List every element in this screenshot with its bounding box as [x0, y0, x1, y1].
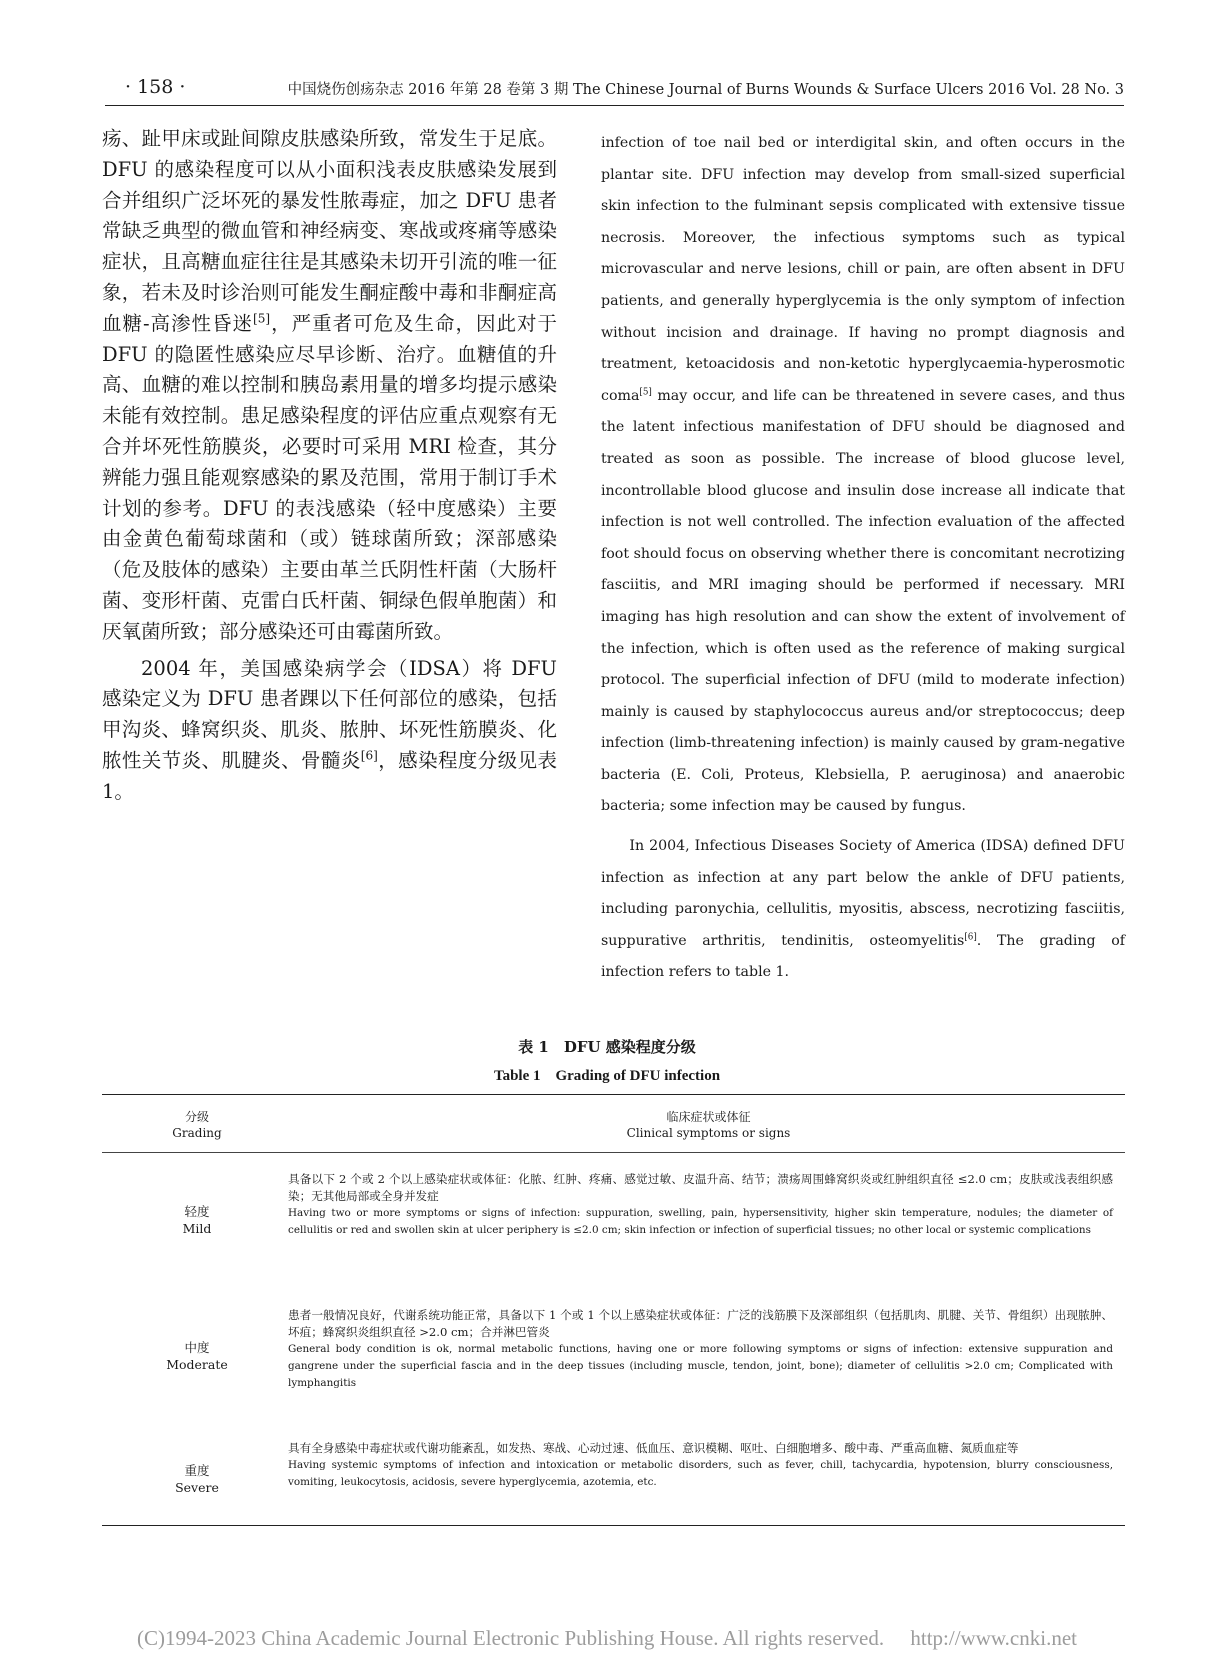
- journal-title: 中国烧伤创疡杂志 2016 年第 28 卷第 3 期 The Chinese Journal of Burns Wounds & Surface Ulcers 2016 Vol. 28 No. 3: [287, 82, 1124, 98]
- running-header: [105, 72, 1124, 106]
- table-row-moderate: [102, 1307, 1125, 1411]
- clinical-cell: 具有全身感染中毒症状或代谢功能紊乱，如发热、寒战、心动过速、低血压、意识模糊、呕吐、白细胞增多、酸中毒、严重高血糖、氮质血症等 Having systemic symptoms of infection and intoxication or metabolic disorders, such as fever, chill, tachycardia, hypotension, blurry consciousness, vomiting, leukocytosis, acidosis, severe hyperglycemia, azotemia, etc.: [288, 1441, 1113, 1488]
- chinese-column: [102, 124, 557, 808]
- citation-6-en: [6]: [964, 932, 977, 943]
- clinical-cell: 具备以下 2 个或 2 个以上感染症状或体征：化脓、红肿、疼痛、感觉过敏、皮温升高、结节；溃疡周围蜂窝织炎或红肿组织直径 ≤2.0 cm；皮肤或浅表组织感染；无其他局部或全身并发症 Having two or more symptoms or signs of infection: suppuration, swelling, pain, hypersensitivity, higher skin temperature, nodules; the diameter of cellulitis or red and swollen skin at ulcer periphery is ≤2.0 cm; skin infection or infection of superficial tissues; no other local or systemic complications: [288, 1172, 1113, 1237]
- table-row-severe: [102, 1440, 1125, 1520]
- citation-6-cn: [6]: [360, 748, 378, 763]
- header-clinical-signs: 临床症状或体征 Clinical symptoms or signs: [626, 1110, 791, 1140]
- clinical-cell: 患者一般情况良好，代谢系统功能正常，具备以下 1 个或 1 个以上感染症状或体征：广泛的浅筋膜下及深部组织（包括肌肉、肌腱、关节、骨组织）出现脓肿、坏疽；蜂窝织炎组织直径 >2.0 cm；合并淋巴管炎 General body condition is ok, normal metabolic functions, having one or more following symptoms or signs of infection: extensive suppuration and gangrene under the superficial fascia and in the deep tissues (including muscle, tendon, joint, bone); diameter of cellulitis >2.0 cm; Complicated with lymphangitis: [288, 1308, 1113, 1389]
- en-paragraph-2: In 2004, Infectious Diseases Society of America (IDSA) defined DFU infection as infection at any part below the ankle of DFU patients, including paronychia, cellulitis, myositis, abscess, necrotizing fasciitis, suppurative arthritis, tendinitis, osteomyelitis[6]. The grading of infection refers to table 1.: [601, 838, 1125, 981]
- en-paragraph-1: infection of toe nail bed or interdigital skin, and often occurs in the plantar site. DFU infection may develop from small-sized superficial skin infection to the fulminant sepsis complicated with extensive tissue necrosis. Moreover, the infectious symptoms such as typical microvascular and nerve lesions, chill or pain, are often absent in DFU patients, and generally hyperglycemia is the only symptom of infection without incision and drainage. If having no prompt diagnosis and treatment, ketoacidosis and non-ketotic hyperglycaemia-hyperosmotic coma[5] may occur, and life can be threatened in severe cases, and thus the latent infectious manifestation of DFU should be diagnosed and treated as soon as possible. The increase of blood glucose level, incontrollable blood glucose and insulin dose increase all indicate that infection is not well controlled. The infection evaluation of the affected foot should focus on observing whether there is concomitant necrotizing fasciitis, and MRI imaging should be performed if necessary. MRI imaging has high resolution and can show the extent of involvement of the infection, which is often used as the reference of making surgical protocol. The superficial infection of DFU (mild to moderate infection) mainly is caused by staphylococcus aureus and/or streptococcus; deep infection (limb-threatening infection) is mainly caused by gram-negative bacteria (E. Coli, Proteus, Klebsiella, P. aeruginosa) and anaerobic bacteria; some infection may be caused by fungus.: [601, 135, 1125, 815]
- table-caption-en: Table 1 Grading of DFU infection: [493, 1068, 721, 1084]
- cn-paragraph-1: 疡、趾甲床或趾间隙皮肤感染所致，常发生于足底。DFU 的感染程度可以从小面积浅表皮肤感染发展到合并组织广泛坏死的暴发性脓毒症，加之 DFU 患者常缺乏典型的微血管和神经病变、寒战或疼痛等感染症状，且高糖血症往往是其感染未切开引流的唯一征象，若未及时诊治则可能发生酮症酸中毒和非酮症高血糖-高渗性昏迷[5]，严重者可危及生命，因此对于 DFU 的隐匿性感染应尽早诊断、治疗。血糖值的升高、血糖的难以控制和胰岛素用量的增多均提示感染未能有效控制。患足感染程度的评估应重点观察有无合并坏死性筋膜炎，必要时可采用 MRI 检查，其分辨能力强且能观察感染的累及范围，常用于制订手术计划的参考。DFU 的表浅感染（轻中度感染）主要由金黄色葡萄球菌和（或）链球菌所致；深部感染（危及肢体的感染）主要由革兰氏阴性杆菌（大肠杆菌、变形杆菌、克雷白氏杆菌、铜绿色假单胞菌）和厌氧菌所致；部分感染还可由霉菌所致。: [102, 127, 557, 643]
- citation-5-en: [5]: [639, 387, 652, 398]
- citation-5-cn: [5]: [253, 311, 271, 326]
- grading-table: [102, 1094, 1125, 1526]
- table-header-row: [102, 1095, 1125, 1153]
- copyright-footer: (C)1994-2023 China Academic Journal Electronic Publishing House. All rights reserved. http://www.cnki.net: [137, 1626, 1077, 1650]
- table-row-mild: [102, 1171, 1125, 1275]
- header-grading: 分级 Grading: [172, 1110, 222, 1140]
- grade-cell: 轻度 Mild: [182, 1204, 212, 1236]
- table-caption-cn: 表 1 DFU 感染程度分级: [518, 1038, 696, 1056]
- grade-cell: 中度 Moderate: [166, 1340, 228, 1372]
- english-column: [601, 128, 1125, 989]
- page-number: · 158 ·: [125, 76, 186, 98]
- cn-paragraph-2: 2004 年，美国感染病学会（IDSA）将 DFU 感染定义为 DFU 患者踝以下任何部位的感染，包括甲沟炎、蜂窝织炎、肌炎、脓肿、坏死性筋膜炎、化脓性关节炎、肌腱炎、骨髓炎[6]，感染程度分级见表 1。: [102, 656, 557, 803]
- grade-cell: 重度 Severe: [175, 1463, 219, 1495]
